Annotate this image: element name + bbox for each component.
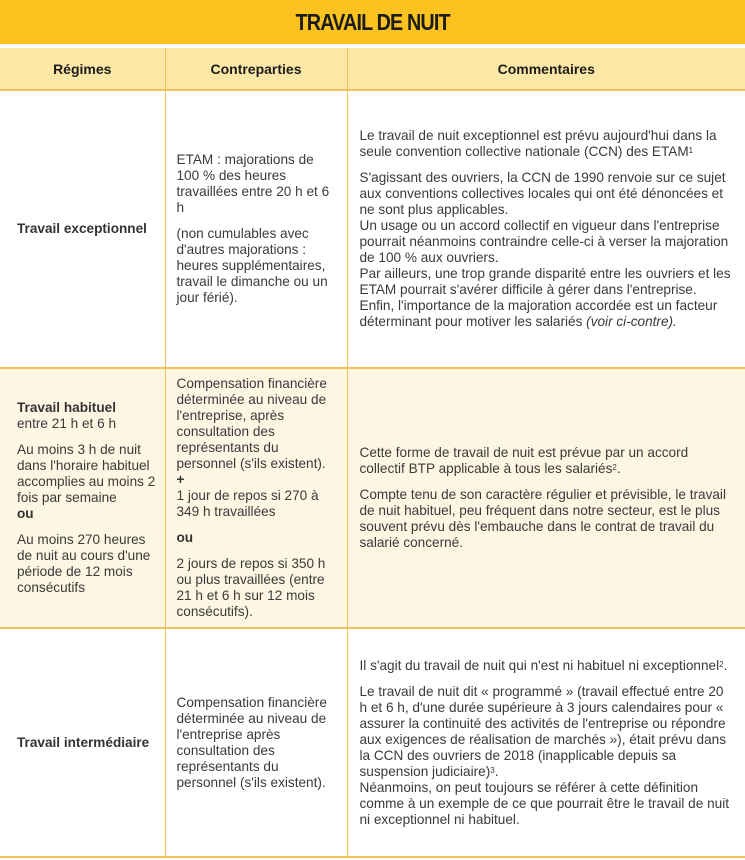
contreparties-text: Compensation financière déterminée au niveau de l'entreprise après consultation des représentants du personnel (s'ils existent). (176, 694, 327, 790)
commentaires-text: Néanmoins, on peut toujours se référer à cette définition comme à un exemple de ce que pourrait être le travail de nuit ni exceptionnel ni habituel. (359, 779, 730, 827)
header-row (0, 48, 745, 90)
contreparties-cell (165, 368, 347, 628)
regime-condition: Au moins 3 h de nuit dans l'horaire habituel accomplies au moins 2 fois par semaine (17, 442, 156, 505)
table-row (0, 628, 745, 857)
contreparties-cell (165, 628, 347, 857)
regime-name: Travail habituel (17, 400, 116, 415)
commentaires-cell (347, 628, 745, 857)
footnote-ref: 2 (719, 659, 724, 669)
contreparties-text: Compensation financière déterminée au niveau de l'entreprise, après consultation des représentants du personnel (s'ils existent). (176, 376, 327, 471)
contreparties-text: 2 jours de repos si 350 h ou plus travaillées (entre 21 h et 6 h sur 12 mois consécutifs). (176, 556, 326, 619)
regime-cell (0, 628, 165, 857)
regime-name: Travail exceptionnel (17, 221, 147, 236)
header-contreparties: Contreparties (165, 48, 347, 90)
footnote-ref: 2 (612, 463, 617, 472)
contreparties-text: ETAM : majorations de 100 % des heures travaillées entre 20 h et 6 h (176, 152, 330, 215)
contreparties-or: ou (176, 530, 194, 545)
night-work-table (0, 48, 745, 858)
table-row (0, 90, 745, 368)
footnote-ref: 1 (688, 146, 694, 155)
commentaires-text: Un usage ou un accord collectif en vigueur dans l'entreprise pourrait néanmoins contraindre celle-ci à verser la majoration de 100 % aux ouvriers. (359, 218, 729, 265)
plus-sign: + (176, 472, 185, 487)
regime-cell (0, 90, 165, 368)
commentaires-text: Compte tenu de son caractère régulier et prévisible, le travail de nuit habituel, peu fréquent dans notre secteur, est le plus souvent prévu dès l'embauche dans le contrat de travail du salarié concerné. (359, 487, 726, 550)
regime-name: Travail intermédiaire (17, 734, 150, 750)
regime-cell (0, 368, 165, 628)
page-title: TRAVAIL DE NUIT (295, 8, 450, 35)
commentaires-text: Le travail de nuit exceptionnel est prévu aujourd'hui dans la seule convention collective nationale (CCN) des ETAM$^1$ (359, 128, 717, 159)
table-row (0, 368, 745, 628)
regime-or: ou (17, 506, 34, 521)
regime-subtitle: entre 21 h et 6 h (17, 416, 117, 431)
title-banner (0, 0, 745, 44)
commentaires-text: Il s'agit du travail de nuit qui n'est ni habituel ni exceptionnel$^2$. (359, 657, 728, 673)
contreparties-text: 1 jour de repos si 270 à 349 h travaillées (176, 488, 319, 519)
commentaires-text: Le travail de nuit dit « programmé » (travail effectué entre 20 h et 6 h, d'une durée supérieure à 3 jours calendaires pour « assurer la continuité des activités de l'entreprise ou répondre aux exigences de réalisation de marchés »), était prévu dans la CCN des ouvriers de 2018 (inapplicable depuis sa suspension judiciaire)$^3$. (359, 683, 726, 779)
footnote-ref: 3 (490, 765, 495, 775)
commentaires-cell (347, 90, 745, 368)
header-regimes: Régimes (0, 48, 165, 90)
commentaires-text: S'agissant des ouvriers, la CCN de 1990 renvoie sur ce sujet aux conventions collectives locales qui ont été dénoncées et ne sont plus applicables. (359, 170, 726, 217)
commentaires-cell (347, 368, 745, 628)
contreparties-text: (non cumulables avec d'autres majorations : heures supplémentaires, travail le dimanche ou un jour férié). (176, 226, 328, 305)
contreparties-cell (165, 90, 347, 368)
commentaires-text: Par ailleurs, une trop grande disparité entre les ouvriers et les ETAM pourrait s'avérer difficile à gérer dans l'entreprise. Enfin, l'importance de la majoration accordée est un facteur déterminant pour motiver les salariés (voir ci-contre). (359, 266, 731, 329)
header-commentaires: Commentaires (347, 48, 745, 90)
commentaires-text: Cette forme de travail de nuit est prévue par un accord collectif BTP applicable à tous les salariés$^2$. (359, 445, 689, 476)
see-opposite-ref: (voir ci-contre). (586, 314, 677, 329)
regime-condition: Au moins 270 heures de nuit au cours d'une période de 12 mois consécutifs (17, 532, 151, 595)
